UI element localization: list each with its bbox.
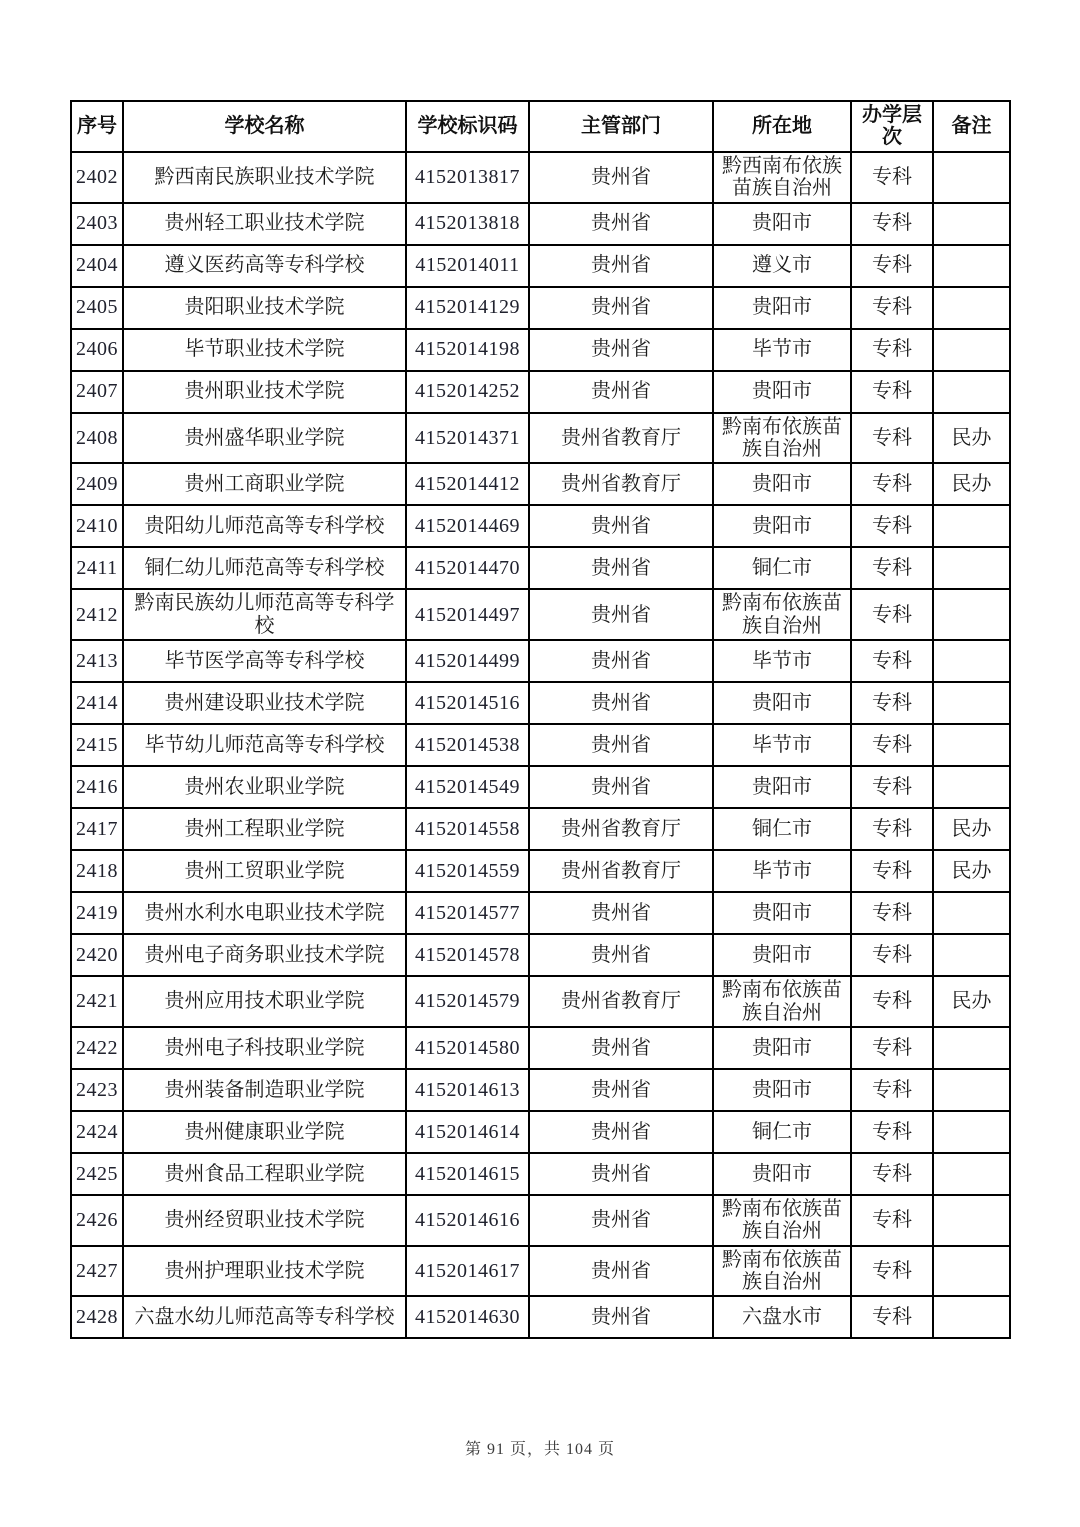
table-row	[71, 287, 1010, 329]
table-row	[71, 640, 1010, 682]
cell-dept: 贵州省教育厅	[529, 850, 713, 892]
cell-level: 专科	[851, 413, 933, 464]
cell-location: 贵阳市	[713, 682, 851, 724]
cell-level: 专科	[851, 547, 933, 589]
table-row	[71, 976, 1010, 1027]
cell-code: 4152014580	[406, 1027, 529, 1069]
cell-location: 六盘水市	[713, 1296, 851, 1338]
cell-name: 贵州经贸职业技术学院	[123, 1195, 406, 1246]
header-cell-note: 备注	[933, 101, 1010, 152]
cell-code: 4152014499	[406, 640, 529, 682]
cell-level: 专科	[851, 766, 933, 808]
cell-code: 4152014615	[406, 1153, 529, 1195]
schools-table	[70, 100, 1011, 1339]
cell-no: 2407	[71, 371, 123, 413]
cell-name: 贵州电子科技职业学院	[123, 1027, 406, 1069]
cell-code: 4152014011	[406, 245, 529, 287]
cell-name: 毕节幼儿师范高等专科学校	[123, 724, 406, 766]
table-row	[71, 152, 1010, 203]
cell-note	[933, 934, 1010, 976]
table-row	[71, 724, 1010, 766]
cell-location: 黔南布依族苗族自治州	[713, 413, 851, 464]
cell-location: 贵阳市	[713, 934, 851, 976]
header-cell-code: 学校标识码	[406, 101, 529, 152]
cell-dept: 贵州省	[529, 371, 713, 413]
cell-location: 毕节市	[713, 850, 851, 892]
cell-dept: 贵州省	[529, 766, 713, 808]
cell-note	[933, 1069, 1010, 1111]
cell-no: 2416	[71, 766, 123, 808]
cell-name: 贵州食品工程职业学院	[123, 1153, 406, 1195]
cell-dept: 贵州省	[529, 329, 713, 371]
cell-dept: 贵州省	[529, 203, 713, 245]
cell-name: 铜仁幼儿师范高等专科学校	[123, 547, 406, 589]
cell-no: 2426	[71, 1195, 123, 1246]
cell-location: 毕节市	[713, 640, 851, 682]
cell-location: 贵阳市	[713, 892, 851, 934]
cell-level: 专科	[851, 371, 933, 413]
cell-code: 4152014412	[406, 463, 529, 505]
cell-dept: 贵州省	[529, 682, 713, 724]
cell-code: 4152014549	[406, 766, 529, 808]
cell-dept: 贵州省教育厅	[529, 463, 713, 505]
table-row	[71, 413, 1010, 464]
cell-no: 2405	[71, 287, 123, 329]
cell-note	[933, 547, 1010, 589]
cell-no: 2425	[71, 1153, 123, 1195]
cell-code: 4152014559	[406, 850, 529, 892]
cell-code: 4152014578	[406, 934, 529, 976]
cell-level: 专科	[851, 934, 933, 976]
cell-note: 民办	[933, 976, 1010, 1027]
cell-note	[933, 1027, 1010, 1069]
cell-location: 贵阳市	[713, 203, 851, 245]
cell-code: 4152014577	[406, 892, 529, 934]
header-cell-name: 学校名称	[123, 101, 406, 152]
cell-no: 2413	[71, 640, 123, 682]
cell-location: 黔南布依族苗族自治州	[713, 589, 851, 640]
cell-name: 贵州工贸职业学院	[123, 850, 406, 892]
cell-level: 专科	[851, 463, 933, 505]
cell-location: 贵阳市	[713, 1069, 851, 1111]
cell-name: 毕节医学高等专科学校	[123, 640, 406, 682]
cell-name: 贵州轻工职业技术学院	[123, 203, 406, 245]
cell-note	[933, 505, 1010, 547]
cell-level: 专科	[851, 1027, 933, 1069]
cell-no: 2412	[71, 589, 123, 640]
cell-level: 专科	[851, 589, 933, 640]
table-row	[71, 892, 1010, 934]
cell-no: 2417	[71, 808, 123, 850]
header-row	[71, 101, 1010, 152]
header-cell-no: 序号	[71, 101, 123, 152]
cell-no: 2414	[71, 682, 123, 724]
cell-location: 铜仁市	[713, 547, 851, 589]
cell-level: 专科	[851, 245, 933, 287]
cell-no: 2408	[71, 413, 123, 464]
cell-no: 2404	[71, 245, 123, 287]
cell-dept: 贵州省	[529, 1246, 713, 1297]
page-footer: 第 91 页，共 104 页	[464, 1441, 615, 1458]
table-row	[71, 808, 1010, 850]
cell-dept: 贵州省	[529, 152, 713, 203]
cell-code: 4152014497	[406, 589, 529, 640]
cell-dept: 贵州省	[529, 1296, 713, 1338]
cell-name: 黔西南民族职业技术学院	[123, 152, 406, 203]
cell-level: 专科	[851, 203, 933, 245]
cell-note	[933, 329, 1010, 371]
cell-name: 贵州应用技术职业学院	[123, 976, 406, 1027]
table-row	[71, 1296, 1010, 1338]
cell-no: 2427	[71, 1246, 123, 1297]
cell-no: 2418	[71, 850, 123, 892]
cell-dept: 贵州省教育厅	[529, 413, 713, 464]
cell-note	[933, 640, 1010, 682]
cell-code: 4152013818	[406, 203, 529, 245]
header-cell-dept: 主管部门	[529, 101, 713, 152]
cell-dept: 贵州省	[529, 892, 713, 934]
cell-no: 2424	[71, 1111, 123, 1153]
cell-dept: 贵州省	[529, 934, 713, 976]
cell-level: 专科	[851, 287, 933, 329]
table-row	[71, 371, 1010, 413]
table-row	[71, 463, 1010, 505]
cell-name: 贵州农业职业学院	[123, 766, 406, 808]
cell-name: 贵州职业技术学院	[123, 371, 406, 413]
cell-code: 4152013817	[406, 152, 529, 203]
table-row	[71, 505, 1010, 547]
cell-location: 贵阳市	[713, 766, 851, 808]
cell-note	[933, 589, 1010, 640]
table-row	[71, 1246, 1010, 1297]
cell-code: 4152014558	[406, 808, 529, 850]
cell-location: 贵阳市	[713, 371, 851, 413]
cell-name: 贵州健康职业学院	[123, 1111, 406, 1153]
cell-code: 4152014129	[406, 287, 529, 329]
cell-no: 2406	[71, 329, 123, 371]
cell-no: 2420	[71, 934, 123, 976]
cell-name: 贵州建设职业技术学院	[123, 682, 406, 724]
table-row	[71, 589, 1010, 640]
cell-location: 遵义市	[713, 245, 851, 287]
cell-note	[933, 682, 1010, 724]
cell-code: 4152014470	[406, 547, 529, 589]
cell-code: 4152014252	[406, 371, 529, 413]
table-row	[71, 1111, 1010, 1153]
cell-level: 专科	[851, 152, 933, 203]
cell-no: 2415	[71, 724, 123, 766]
cell-location: 贵阳市	[713, 463, 851, 505]
cell-name: 贵州装备制造职业学院	[123, 1069, 406, 1111]
cell-dept: 贵州省	[529, 547, 713, 589]
cell-name: 贵州电子商务职业技术学院	[123, 934, 406, 976]
cell-location: 贵阳市	[713, 287, 851, 329]
cell-location: 毕节市	[713, 724, 851, 766]
cell-code: 4152014538	[406, 724, 529, 766]
cell-name: 遵义医药高等专科学校	[123, 245, 406, 287]
cell-code: 4152014469	[406, 505, 529, 547]
cell-note: 民办	[933, 808, 1010, 850]
cell-note	[933, 1153, 1010, 1195]
cell-location: 黔西南布依族苗族自治州	[713, 152, 851, 203]
cell-name: 贵阳幼儿师范高等专科学校	[123, 505, 406, 547]
cell-note	[933, 724, 1010, 766]
cell-code: 4152014613	[406, 1069, 529, 1111]
cell-dept: 贵州省	[529, 589, 713, 640]
cell-level: 专科	[851, 1153, 933, 1195]
cell-code: 4152014516	[406, 682, 529, 724]
cell-note	[933, 1195, 1010, 1246]
cell-dept: 贵州省	[529, 287, 713, 329]
cell-level: 专科	[851, 1296, 933, 1338]
cell-name: 贵州水利水电职业技术学院	[123, 892, 406, 934]
cell-no: 2423	[71, 1069, 123, 1111]
cell-name: 贵州护理职业技术学院	[123, 1246, 406, 1297]
cell-note	[933, 152, 1010, 203]
cell-code: 4152014630	[406, 1296, 529, 1338]
cell-no: 2419	[71, 892, 123, 934]
cell-dept: 贵州省	[529, 245, 713, 287]
cell-dept: 贵州省	[529, 1027, 713, 1069]
table-row	[71, 850, 1010, 892]
cell-location: 贵阳市	[713, 505, 851, 547]
cell-no: 2402	[71, 152, 123, 203]
cell-note	[933, 892, 1010, 934]
cell-dept: 贵州省	[529, 1111, 713, 1153]
table-row	[71, 934, 1010, 976]
cell-name: 六盘水幼儿师范高等专科学校	[123, 1296, 406, 1338]
cell-level: 专科	[851, 329, 933, 371]
cell-location: 贵阳市	[713, 1027, 851, 1069]
cell-location: 毕节市	[713, 329, 851, 371]
table-row	[71, 203, 1010, 245]
cell-code: 4152014371	[406, 413, 529, 464]
table-row	[71, 766, 1010, 808]
cell-level: 专科	[851, 640, 933, 682]
cell-note	[933, 1111, 1010, 1153]
cell-note	[933, 371, 1010, 413]
cell-level: 专科	[851, 682, 933, 724]
cell-level: 专科	[851, 505, 933, 547]
cell-code: 4152014617	[406, 1246, 529, 1297]
table-row	[71, 245, 1010, 287]
cell-note	[933, 287, 1010, 329]
cell-note: 民办	[933, 463, 1010, 505]
cell-no: 2409	[71, 463, 123, 505]
cell-dept: 贵州省	[529, 1069, 713, 1111]
cell-level: 专科	[851, 976, 933, 1027]
cell-location: 黔南布依族苗族自治州	[713, 1195, 851, 1246]
cell-code: 4152014579	[406, 976, 529, 1027]
cell-no: 2421	[71, 976, 123, 1027]
cell-name: 贵州盛华职业学院	[123, 413, 406, 464]
cell-no: 2422	[71, 1027, 123, 1069]
cell-dept: 贵州省	[529, 1153, 713, 1195]
cell-note	[933, 1296, 1010, 1338]
cell-level: 专科	[851, 1195, 933, 1246]
header-cell-location: 所在地	[713, 101, 851, 152]
cell-no: 2403	[71, 203, 123, 245]
cell-dept: 贵州省	[529, 505, 713, 547]
cell-level: 专科	[851, 1111, 933, 1153]
cell-location: 黔南布依族苗族自治州	[713, 976, 851, 1027]
cell-code: 4152014616	[406, 1195, 529, 1246]
table-row	[71, 1069, 1010, 1111]
cell-dept: 贵州省教育厅	[529, 808, 713, 850]
cell-code: 4152014614	[406, 1111, 529, 1153]
cell-note: 民办	[933, 850, 1010, 892]
cell-dept: 贵州省教育厅	[529, 976, 713, 1027]
header-cell-level: 办学层次	[851, 101, 933, 152]
cell-name: 黔南民族幼儿师范高等专科学校	[123, 589, 406, 640]
cell-dept: 贵州省	[529, 640, 713, 682]
cell-location: 黔南布依族苗族自治州	[713, 1246, 851, 1297]
cell-level: 专科	[851, 1246, 933, 1297]
cell-note	[933, 203, 1010, 245]
cell-name: 贵州工商职业学院	[123, 463, 406, 505]
cell-no: 2428	[71, 1296, 123, 1338]
cell-code: 4152014198	[406, 329, 529, 371]
table-row	[71, 329, 1010, 371]
cell-no: 2410	[71, 505, 123, 547]
cell-level: 专科	[851, 892, 933, 934]
cell-dept: 贵州省	[529, 1195, 713, 1246]
cell-note	[933, 245, 1010, 287]
cell-note	[933, 766, 1010, 808]
cell-location: 铜仁市	[713, 808, 851, 850]
cell-name: 贵州工程职业学院	[123, 808, 406, 850]
cell-level: 专科	[851, 724, 933, 766]
table-row	[71, 1153, 1010, 1195]
cell-level: 专科	[851, 1069, 933, 1111]
table-header	[71, 101, 1010, 152]
cell-location: 贵阳市	[713, 1153, 851, 1195]
cell-dept: 贵州省	[529, 724, 713, 766]
table-row	[71, 682, 1010, 724]
cell-level: 专科	[851, 808, 933, 850]
cell-level: 专科	[851, 850, 933, 892]
cell-note	[933, 1246, 1010, 1297]
cell-note: 民办	[933, 413, 1010, 464]
cell-name: 毕节职业技术学院	[123, 329, 406, 371]
cell-name: 贵阳职业技术学院	[123, 287, 406, 329]
table-row	[71, 547, 1010, 589]
cell-location: 铜仁市	[713, 1111, 851, 1153]
table-body	[71, 152, 1010, 1339]
cell-no: 2411	[71, 547, 123, 589]
table-row	[71, 1027, 1010, 1069]
table-row	[71, 1195, 1010, 1246]
